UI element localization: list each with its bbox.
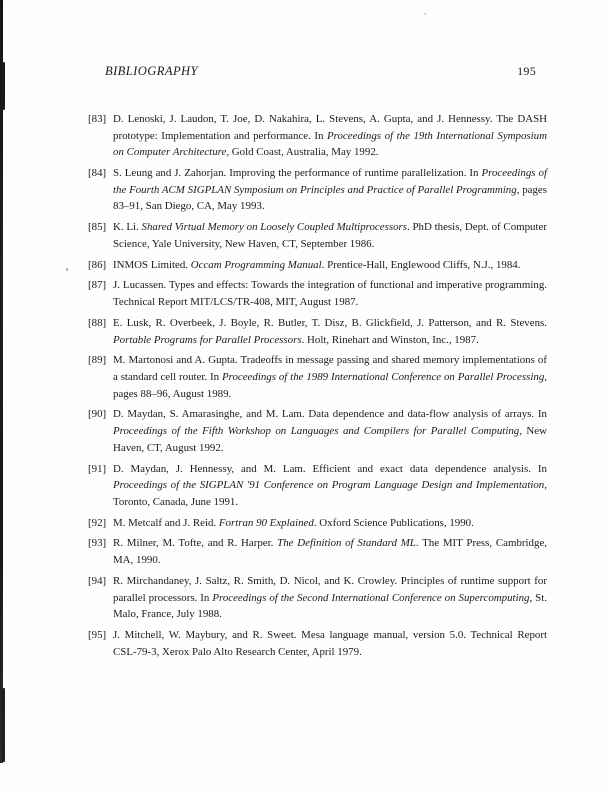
reference-label: [84] bbox=[88, 167, 107, 180]
reference-item bbox=[88, 515, 547, 532]
reference-item bbox=[88, 111, 547, 161]
chapter-title: BIBLIOGRAPHY bbox=[105, 64, 198, 78]
reference-label: [88] bbox=[88, 316, 107, 329]
scan-speck-mid bbox=[66, 268, 68, 271]
scan-speck-top bbox=[424, 13, 426, 15]
reference-text: J. Mitchell, W. Maybury, and R. Sweet. Mesa language manual, version 5.0. Technical Report CSL-79-3, Xerox Palo Alto Research Center, April 1979. bbox=[113, 629, 547, 658]
reference-item bbox=[88, 165, 547, 215]
reference-label: [95] bbox=[88, 629, 107, 641]
reference-label: [91] bbox=[88, 462, 107, 475]
reference-item bbox=[88, 406, 547, 456]
page-number: 195 bbox=[517, 64, 536, 78]
reference-label: [89] bbox=[88, 354, 107, 367]
reference-item bbox=[88, 573, 547, 623]
reference-item bbox=[88, 627, 547, 660]
reference-text: D. Maydan, S. Amarasinghe, and M. Lam. Data dependence and data-flow analysis of arrays. In Proceedings of the Fifth Workshop on Languages and Compilers for Parallel Computing, New Haven, CT, August 1992. bbox=[113, 408, 547, 454]
reference-text: J. Lucassen. Types and effects: Towards the integration of functional and imperative programming. Technical Report MIT/LCS/TR-408, MIT, August 1987. bbox=[113, 279, 547, 309]
reference-text: R. Milner, M. Tofte, and R. Harper. The Definition of Standard ML. The MIT Press, Cambridge, MA, 1990. bbox=[113, 537, 547, 567]
reference-item bbox=[88, 257, 547, 274]
reference-text: R. Mirchandaney, J. Saltz, R. Smith, D. Nicol, and K. Crowley. Principles of runtime support for parallel processors. In Proceedings of the Second International Conference on Supercomputing, St. Malo, France, July 1988. bbox=[113, 574, 547, 621]
reference-item bbox=[88, 352, 547, 402]
reference-item bbox=[88, 535, 547, 568]
reference-label: [90] bbox=[88, 408, 107, 421]
reference-label: [87] bbox=[88, 279, 107, 292]
reference-label: [86] bbox=[88, 258, 107, 271]
reference-text: S. Leung and J. Zahorjan. Improving the performance of runtime parallelization. In Proceedings of the Fourth ACM SIGPLAN Symposium on Principles and Practice of Parallel Programming, pages 83–91, San Diego, CA, May 1993. bbox=[113, 167, 547, 213]
reference-label: [94] bbox=[88, 574, 107, 587]
scan-edge-artifact-bump-bottom bbox=[2, 688, 5, 762]
reference-item bbox=[88, 277, 547, 310]
reference-text: INMOS Limited. Occam Programming Manual. Prentice-Hall, Englewood Cliffs, N.J., 1984. bbox=[113, 258, 521, 271]
reference-item bbox=[88, 219, 547, 252]
reference-label: [83] bbox=[88, 113, 107, 125]
reference-item bbox=[88, 315, 547, 348]
reference-text: M. Metcalf and J. Reid. Fortran 90 Explained. Oxford Science Publications, 1990. bbox=[113, 516, 474, 529]
running-header bbox=[105, 64, 536, 79]
reference-item bbox=[88, 461, 547, 511]
scan-edge-artifact bbox=[0, 0, 3, 763]
reference-text: K. Li. Shared Virtual Memory on Loosely Coupled Multiprocessors. PhD thesis, Dept. of Computer Science, Yale University, New Haven, CT, September 1986. bbox=[113, 221, 547, 250]
scan-edge-artifact-bump-top bbox=[2, 62, 5, 110]
reference-label: [92] bbox=[88, 516, 107, 529]
reference-text: D. Maydan, J. Hennessy, and M. Lam. Efficient and exact data dependence analysis. In Proceedings of the SIGPLAN '91 Conference on Program Language Design and Implementation, Toronto, Canada, June 1991. bbox=[113, 462, 547, 508]
reference-label: [85] bbox=[88, 221, 107, 234]
reference-label: [93] bbox=[88, 537, 107, 550]
reference-list bbox=[88, 111, 547, 664]
reference-text: M. Martonosi and A. Gupta. Tradeoffs in message passing and shared memory implementations of a standard cell router. In Proceedings of the 1989 International Conference on Parallel Processing, pages 88–96, August 1989. bbox=[113, 354, 547, 400]
reference-text: D. Lenoski, J. Laudon, T. Joe, D. Nakahira, L. Stevens, A. Gupta, and J. Hennessy. The DASH prototype: Implementation and performance. In Proceedings of the 19th International Symposium on Computer Architecture, Gold Coast, Australia, May 1992. bbox=[113, 113, 547, 159]
reference-text: E. Lusk, R. Overbeek, J. Boyle, R. Butler, T. Disz, B. Glickfield, J. Patterson, and R. Stevens. Portable Programs for Parallel Processors. Holt, Rinehart and Winston, Inc., 1987. bbox=[113, 316, 547, 346]
